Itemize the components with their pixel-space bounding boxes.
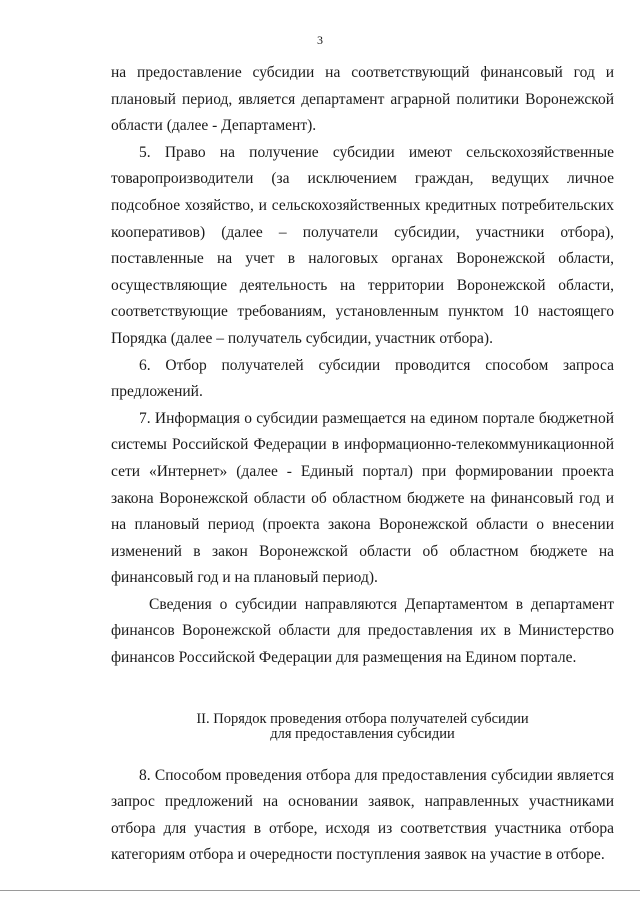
paragraph-6: 6. Отбор получателей субсидии проводится способом запроса предложений. xyxy=(111,356,614,401)
paragraph-7: 7. Информация о субсидии размещается на едином портале бюджетной системы Российской Федерации в информационно-телекоммуникационной сети «Интернет» (далее - Единый портал) при формировании проекта закона Воронежской области об областном бюджете на финансовый год и на плановый период (проекта закона Воронежской области о внесении изменений в закон Воронежской области об областном бюджете на финансовый год и на плановый период). xyxy=(111,409,614,587)
section-heading-line-1: II. Порядок проведения отбора получателей субсидии xyxy=(196,710,529,727)
paragraph-5: 5. Право на получение субсидии имеют сельскохозяйственные товаропроизводители (за исключением граждан, ведущих личное подсобное хозяйство, и сельскохозяйственных кредитных потребительских кооперативов) (далее – получатели субсидии, участники отбора), поставленные на учет в налоговых органах Воронежской области, осуществляющие деятельность на территории Воронежской области, соответствующие требованиям, установленным пунктом 10 настоящего Порядка (далее – получатель субсидии, участник отбора). xyxy=(111,143,614,347)
footer-divider xyxy=(0,890,640,891)
page-number: 3 xyxy=(317,33,323,47)
section-heading-line-2: для предоставления субсидии xyxy=(270,726,455,743)
paragraph-7-info: Сведения о субсидии направляются Департаментом в департамент финансов Воронежской области для предоставления их в Министерство финансов Российской Федерации для размещения на Едином портале. xyxy=(111,595,614,667)
paragraph-continuation: на предоставление субсидии на соответствующий финансовый год и плановый период, является департамент аграрной политики Воронежской области (далее - Департамент). xyxy=(111,64,614,135)
document-body xyxy=(111,60,614,869)
section-heading xyxy=(111,712,614,743)
paragraph-8: 8. Способом проведения отбора для предоставления субсидии является запрос предложений на основании заявок, направленных участниками отбора для участия в отборе, исходя из соответствия участника отбора категориям отбора и очередности поступления заявок на участие в отборе. xyxy=(111,766,614,864)
